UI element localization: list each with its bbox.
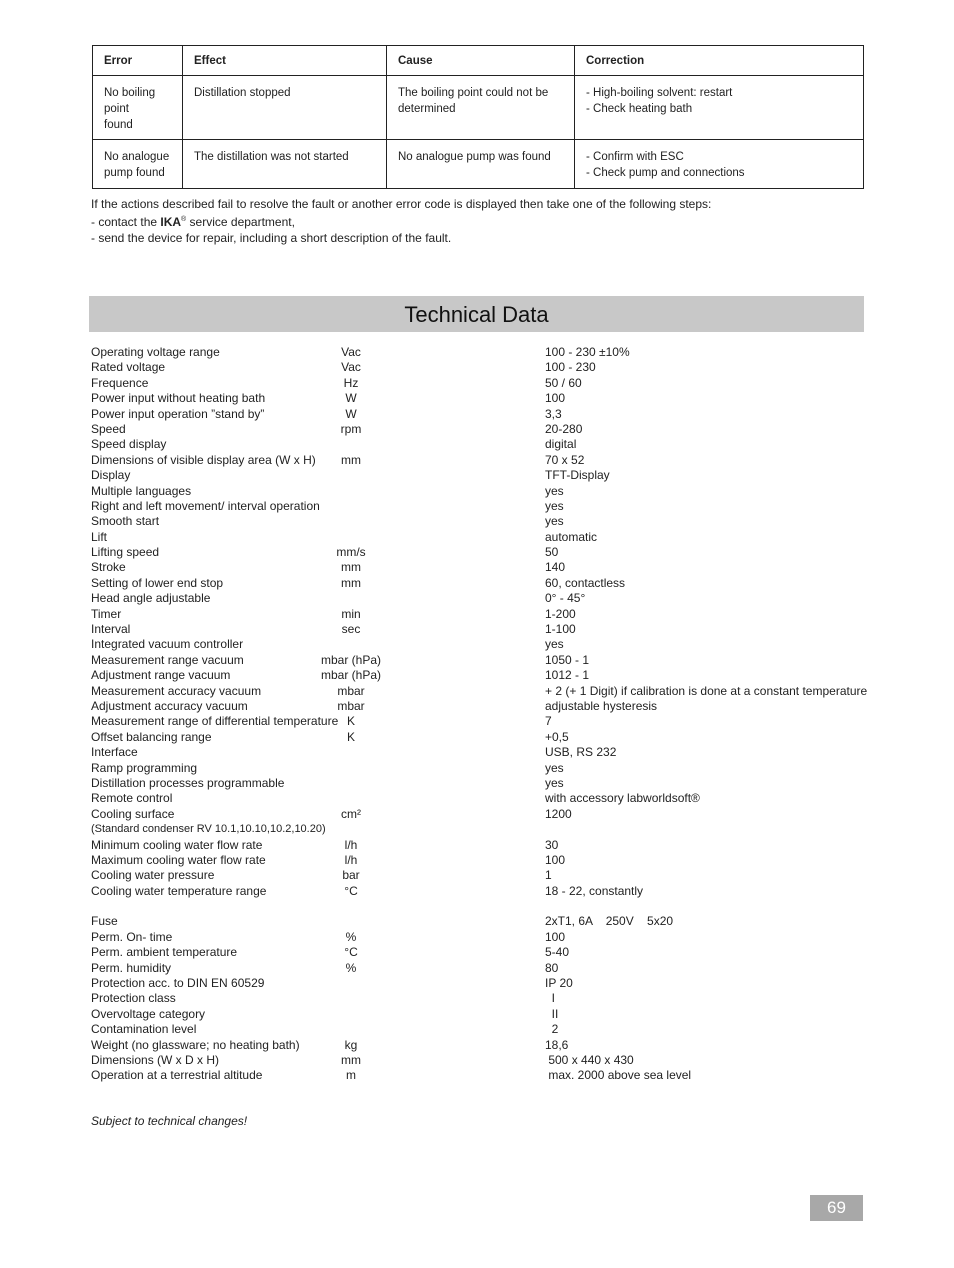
spec-label: Measurement range of differential temperature: [91, 714, 339, 729]
spec-row: [91, 714, 871, 729]
spec-label: Power input operation ”stand by”: [91, 406, 265, 421]
spec-unit: mm: [341, 452, 361, 467]
spec-row: [91, 1068, 871, 1083]
spec-row: [91, 868, 871, 883]
spec-row: [91, 514, 871, 529]
header-error: Error: [93, 46, 183, 76]
spec-label: Remote control: [91, 791, 173, 806]
spec-value: 18 - 22, constantly: [545, 883, 644, 898]
spec-row: [91, 730, 871, 745]
spec-value: I: [545, 991, 556, 1006]
spec-label: Multiple languages: [91, 483, 192, 498]
spec-label: Integrated vacuum controller: [91, 637, 244, 652]
spec-label: Protection acc. to DIN EN 60529: [91, 976, 265, 991]
spec-row: [91, 684, 871, 699]
spec-unit: °C: [344, 883, 358, 898]
spec-label: Adjustment accuracy vacuum: [91, 698, 248, 713]
spec-value: USB, RS 232: [545, 745, 617, 760]
spec-label: Perm. humidity: [91, 960, 172, 975]
spec-value: 140: [545, 560, 566, 575]
spec-label: Right and left movement/ interval operation: [91, 498, 320, 513]
spec-value: 70 x 52: [545, 452, 585, 467]
spec-row: [91, 576, 871, 591]
spec-row: [91, 437, 871, 452]
spec-label: Lifting speed: [91, 545, 160, 560]
spec-label: Stroke: [91, 560, 126, 575]
spec-value: yes: [545, 483, 564, 498]
effect-cell: Distillation stopped: [183, 76, 387, 140]
spec-value: with accessory labworldsoft®: [545, 791, 700, 806]
spec-row: [91, 838, 871, 853]
footnote: Subject to technical changes!: [91, 1114, 248, 1128]
spec-value: 100: [545, 929, 566, 944]
spec-unit: K: [346, 714, 355, 729]
spec-label: Contamination level: [91, 1022, 197, 1037]
spec-row: [91, 791, 871, 806]
spec-row: [91, 884, 871, 899]
section-banner: [89, 296, 864, 332]
spec-row: [91, 899, 871, 914]
spec-row: [91, 853, 871, 868]
spec-unit: °C: [344, 945, 358, 960]
spec-value: 2xT1, 6A 250V 5x20: [545, 914, 674, 929]
spec-row: [91, 407, 871, 422]
spec-label: Minimum cooling water flow rate: [91, 837, 263, 852]
spec-label: Measurement accuracy vacuum: [91, 683, 262, 698]
fault-instructions: [91, 196, 711, 246]
spec-row: [91, 637, 871, 652]
instruction-line: - contact the IKA® service department,: [91, 215, 295, 229]
header-effect: Effect: [183, 46, 387, 76]
spec-label: Setting of lower end stop: [91, 575, 224, 590]
spec-unit: bar: [342, 868, 360, 883]
spec-row: [91, 484, 871, 499]
effect-cell: The distillation was not started: [183, 140, 387, 189]
spec-unit: l/h: [344, 852, 358, 867]
spec-value: 3,3: [545, 406, 562, 421]
spec-value: yes: [545, 637, 564, 652]
ika-brand: IKA: [160, 215, 182, 229]
table-row: [93, 140, 864, 189]
spec-row: [91, 945, 871, 960]
spec-label: Distillation processes programmable: [91, 775, 285, 790]
spec-label: Speed: [91, 421, 126, 436]
spec-value: 100: [545, 391, 566, 406]
spec-row: [91, 930, 871, 945]
spec-unit: mbar: [337, 683, 365, 698]
spec-row: [91, 653, 871, 668]
spec-unit: %: [345, 960, 357, 975]
spec-value: 1-200: [545, 606, 576, 621]
spec-row: [91, 745, 871, 760]
spec-row: [91, 422, 871, 437]
instruction-line: If the actions described fail to resolve the fault or another error code is displayed then take one of the following steps:: [91, 197, 712, 211]
spec-row: [91, 560, 871, 575]
spec-value: 500 x 440 x 430: [545, 1052, 634, 1067]
error-table-header-row: [93, 46, 864, 76]
spec-label: Operating voltage range: [91, 345, 220, 359]
spec-label: Fuse: [91, 914, 118, 929]
spec-label: Smooth start: [91, 514, 160, 529]
spec-label: Frequence: [91, 375, 149, 390]
spec-row: [91, 453, 871, 468]
spec-unit: mm: [341, 560, 361, 575]
spec-value: 2: [545, 1022, 559, 1037]
spec-value: 1050 - 1: [545, 652, 590, 667]
spec-row: [91, 499, 871, 514]
spec-label: Head angle adjustable: [91, 591, 211, 606]
spec-label: Perm. On- time: [91, 929, 173, 944]
spec-label: Dimensions of visible display area (W x H): [91, 452, 316, 467]
spec-label: Interval: [91, 622, 131, 637]
spec-value: 0° - 45°: [545, 591, 586, 606]
spec-row: [91, 376, 871, 391]
spec-label: Speed display: [91, 437, 167, 452]
spec-unit: sec: [341, 622, 361, 637]
header-correction: Correction: [575, 46, 864, 76]
spec-value: 100 - 230 ±10%: [545, 345, 630, 359]
spec-unit: mm: [341, 1052, 361, 1067]
spec-row: [91, 468, 871, 483]
correction-cell: - High-boiling solvent: restart - Check heating bath: [575, 76, 864, 140]
spec-value: TFT-Display: [545, 468, 610, 483]
section-title: Technical Data: [404, 302, 549, 327]
spec-label: Protection class: [91, 991, 176, 1006]
spec-label: Rated voltage: [91, 360, 166, 375]
spec-unit: Vac: [341, 345, 361, 359]
spec-row: [91, 591, 871, 606]
spec-value: 7: [545, 714, 552, 729]
spec-row: [91, 1053, 871, 1068]
spec-row: [91, 360, 871, 375]
spec-unit: W: [345, 406, 357, 421]
spec-value: 20-280: [545, 421, 583, 436]
spec-label: Display: [91, 468, 131, 483]
spec-unit: kg: [344, 1037, 358, 1052]
spec-value: 5-40: [545, 945, 570, 960]
spec-value: yes: [545, 514, 564, 529]
error-cell: No analogue pump found: [93, 140, 183, 189]
error-cell: No boiling point found: [93, 76, 183, 140]
spec-unit: mbar: [337, 698, 365, 713]
spec-unit: %: [345, 929, 357, 944]
spec-value: 1012 - 1: [545, 668, 590, 683]
spec-unit: cm²: [341, 806, 361, 821]
spec-value: 100: [545, 852, 566, 867]
spec-unit: mbar (hPa): [320, 652, 382, 667]
spec-label: Dimensions (W x D x H): [91, 1052, 220, 1067]
spec-label: Cooling water pressure: [91, 868, 215, 883]
spec-value: max. 2000 above sea level: [545, 1068, 692, 1083]
spec-label: Power input without heating bath: [91, 391, 266, 406]
cause-cell: The boiling point could not be determined: [387, 76, 575, 140]
spec-value: 1200: [545, 806, 572, 821]
technical-data-list: [91, 345, 871, 1084]
spec-unit: K: [346, 729, 355, 744]
spec-value: IP 20: [545, 976, 573, 991]
spec-label: (Standard condenser RV 10.1,10.10,10.2,10.20): [91, 823, 326, 836]
spec-label: Offset balancing range: [91, 729, 212, 744]
spec-row: [91, 1007, 871, 1022]
spec-value: adjustable hysteresis: [545, 698, 658, 713]
spec-value: yes: [545, 760, 564, 775]
spec-unit: mm: [341, 575, 361, 590]
spec-label: Lift: [91, 529, 108, 544]
spec-row: [91, 391, 871, 406]
spec-unit: mbar (hPa): [320, 668, 382, 683]
spec-row: [91, 622, 871, 637]
spec-label: Cooling water temperature range: [91, 883, 267, 898]
spec-value: 1-100: [545, 622, 576, 637]
spec-label: Perm. ambient temperature: [91, 945, 238, 960]
spec-label: Adjustment range vacuum: [91, 668, 231, 683]
spec-value: 60, contactless: [545, 575, 626, 590]
spec-value: 18,6: [545, 1037, 569, 1052]
spec-value: yes: [545, 775, 564, 790]
spec-label: Weight (no glassware; no heating bath): [91, 1037, 300, 1052]
spec-label: Interface: [91, 745, 138, 760]
spec-unit: Hz: [343, 375, 359, 390]
spec-value: + 2 (+ 1 Digit) if calibration is done at a constant temperature: [545, 683, 868, 698]
spec-label: Ramp programming: [91, 760, 198, 775]
spec-unit: Vac: [341, 360, 361, 375]
spec-unit: l/h: [344, 837, 358, 852]
table-row: [93, 76, 864, 140]
spec-label: Timer: [91, 606, 122, 621]
spec-value: 30: [545, 837, 559, 852]
spec-value: yes: [545, 498, 564, 513]
spec-row: [91, 914, 871, 929]
spec-row: [91, 607, 871, 622]
spec-unit: min: [341, 606, 361, 621]
spec-label: Operation at a terrestrial altitude: [91, 1068, 263, 1083]
spec-row: [91, 961, 871, 976]
spec-label: Maximum cooling water flow rate: [91, 852, 266, 867]
spec-row: [91, 545, 871, 560]
spec-row: [91, 530, 871, 545]
spec-row: [91, 699, 871, 714]
spec-label: Measurement range vacuum: [91, 652, 244, 667]
spec-value: 50: [545, 545, 559, 560]
spec-value: 80: [545, 960, 559, 975]
cause-cell: No analogue pump was found: [387, 140, 575, 189]
page-number: 69: [810, 1195, 863, 1221]
correction-cell: - Confirm with ESC - Check pump and connections: [575, 140, 864, 189]
spec-value: digital: [545, 437, 577, 452]
spec-row: [91, 345, 871, 360]
header-cause: Cause: [387, 46, 575, 76]
spec-row: [91, 822, 871, 837]
spec-unit: mm/s: [336, 545, 366, 560]
spec-row: [91, 776, 871, 791]
spec-row: [91, 976, 871, 991]
spec-row: [91, 761, 871, 776]
spec-value: 1: [545, 868, 552, 883]
spec-row: [91, 991, 871, 1006]
instruction-line: - send the device for repair, including a short description of the fault.: [91, 231, 452, 245]
spec-row: [91, 1038, 871, 1053]
spec-row: [91, 1022, 871, 1037]
spec-value: II: [545, 1006, 559, 1021]
spec-row: [91, 807, 871, 822]
spec-value: 100 - 230: [545, 360, 596, 375]
spec-value: 50 / 60: [545, 375, 582, 390]
spec-value: automatic: [545, 529, 598, 544]
spec-label: Overvoltage category: [91, 1006, 206, 1021]
spec-unit: W: [345, 391, 357, 406]
spec-unit: rpm: [340, 421, 362, 436]
spec-unit: m: [346, 1068, 356, 1083]
spec-row: [91, 668, 871, 683]
spec-value: +0,5: [545, 729, 569, 744]
spec-label: Cooling surface: [91, 806, 175, 821]
error-table: [92, 45, 864, 189]
